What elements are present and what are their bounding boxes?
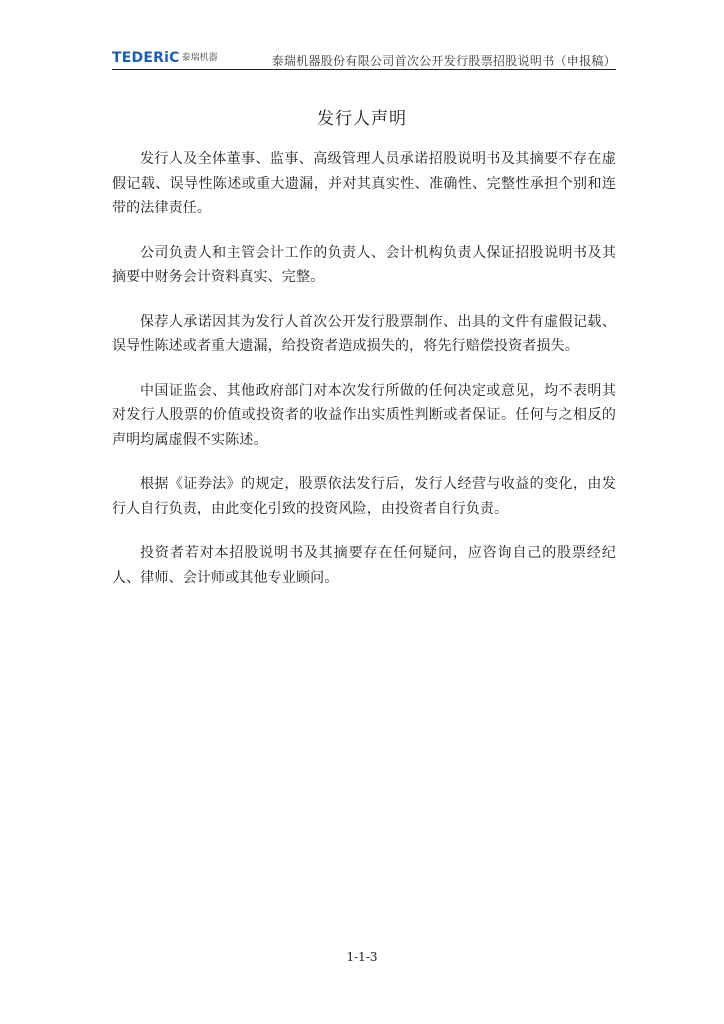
header-document-title: 泰瑞机器股份有限公司首次公开发行股票招股说明书（申报稿）	[271, 54, 616, 68]
page-header	[112, 48, 616, 70]
header-divider	[112, 69, 616, 70]
logo-chinese-text: 泰瑞机器	[181, 53, 218, 63]
paragraph: 公司负责人和主管会计工作的负责人、会计机构负责人保证招股说明书及其摘要中财务会计资料真实、完整。	[112, 244, 616, 285]
paragraph: 投资者若对本招股说明书及其摘要存在任何疑问，应咨询自己的股票经纪人、律师、会计师或其他专业顾问。	[112, 545, 616, 586]
page-number: 1-1-3	[346, 950, 378, 964]
paragraph: 发行人及全体董事、监事、高级管理人员承诺招股说明书及其摘要不存在虚假记载、误导性陈述或重大遗漏，并对其真实性、准确性、完整性承担个别和连带的法律责任。	[112, 151, 616, 216]
paragraph: 保荐人承诺因其为发行人首次公开发行股票制作、出具的文件有虚假记载、误导性陈述或者重大遗漏，给投资者造成损失的，将先行赔偿投资者损失。	[112, 313, 616, 354]
paragraph: 中国证监会、其他政府部门对本次发行所做的任何决定或意见，均不表明其对发行人股票的价值或投资者的收益作出实质性判断或者保证。任何与之相反的声明均属虚假不实陈述。	[112, 382, 616, 448]
statement-body	[112, 147, 616, 610]
company-logo	[112, 50, 218, 66]
paragraph: 根据《证券法》的规定，股票依法发行后，发行人经营与收益的变化，由发行人自行负责，由此变化引致的投资风险，由投资者自行负责。	[112, 476, 616, 517]
logo-latin-text: TEDERiC	[112, 50, 180, 66]
page-title: 发行人声明	[317, 109, 407, 129]
